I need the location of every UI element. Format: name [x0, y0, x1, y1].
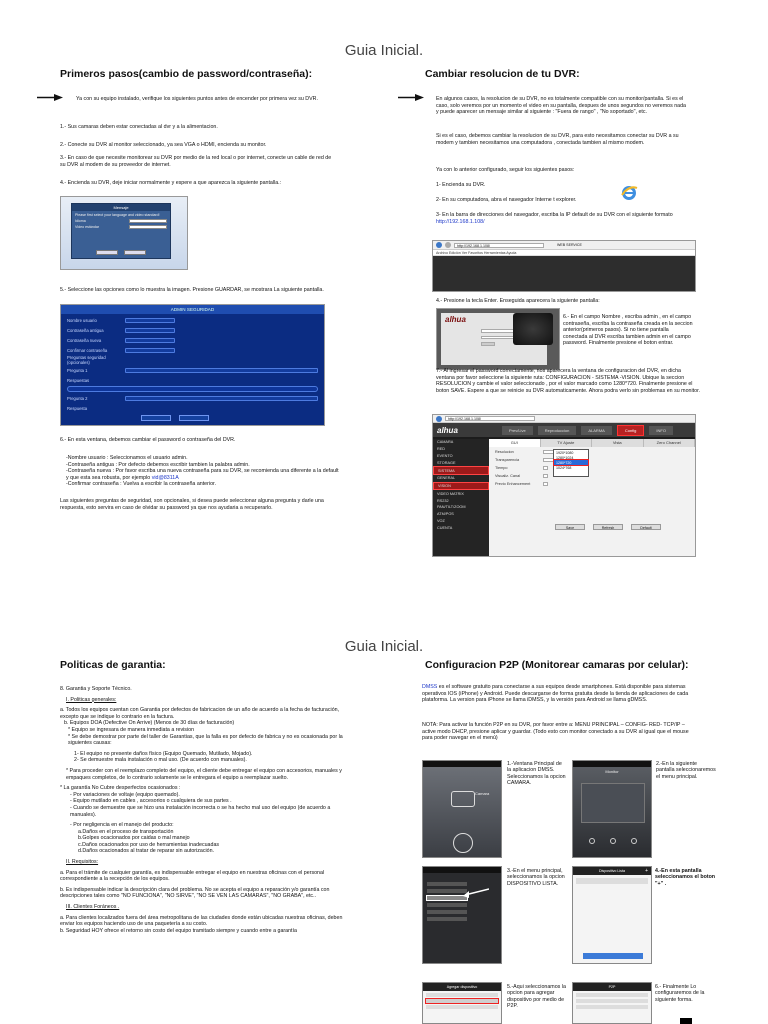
bullet-old-password: -Contraseña antigua : Por defecto debemos escribir tambien la palabra admin. [66, 461, 250, 468]
sidebar-item-evento[interactable]: EVENTO [437, 453, 453, 458]
control-icon[interactable] [631, 838, 637, 844]
channel-checkbox[interactable] [543, 474, 548, 478]
subtab-tv[interactable]: TV Ajuste [541, 439, 593, 447]
new-password-label: Contraseña nueva [67, 337, 102, 343]
policy-b: b. Equipos DOA (Defective On Arrive) (Menos de 30 días de facturación) [64, 720, 235, 727]
p2p-intro-text: es el software gratuito para conectarse a sus equipos desde smartphones. Está disponible para sistemas operativos IOS (iPhone) y Android. Puede descargarse de forma gratuita desde la tienda de aplicaciones de cada plataforma. La version para iPhone se llama iDMSS, y la versión para Android se llama gDMSS. [422, 684, 689, 704]
answer1-label: Respuestas [67, 377, 90, 383]
dialog-message: Please first select your language and video standard! [75, 213, 160, 217]
tab-live[interactable]: Prev/Live [502, 426, 533, 435]
question2-select[interactable] [125, 396, 318, 401]
time-checkbox[interactable] [543, 466, 548, 470]
policy-e3: - Cuando se demuestre que se hizo una instalación incorrecta o se ha hecho mal uso del equipo (de acuerdo a manuales). [70, 804, 331, 818]
first-steps-heading: Primeros pasos(cambio de password/contraseña): [60, 68, 313, 80]
login-screenshot [436, 308, 560, 370]
policy-c2: 2- Se demuestre mala instalación o mal uso. (De acuerdo con manuales). [74, 757, 247, 764]
step-4: 4.- Encienda su DVR, deje iniciar normalmente y espere a que aparezca la siguiente pantalla.: [60, 180, 282, 186]
option-row[interactable] [426, 1005, 498, 1009]
confirm-password-label: Confirmar contraseña [67, 347, 108, 353]
sidebar-item-vision[interactable]: VISION [433, 482, 489, 491]
step-5: 5.- Seleccione las opciones como lo muestra la imagen. Presione GUARDAR, se mostrara La siguiente pantalla. [60, 287, 324, 293]
answer1-field[interactable] [67, 386, 318, 392]
black-block [680, 1018, 692, 1024]
form-row[interactable] [576, 993, 648, 997]
phone-screenshot-1 [422, 760, 502, 858]
control-icon[interactable] [589, 838, 595, 844]
menu-item[interactable] [427, 882, 467, 886]
username-field[interactable] [125, 318, 175, 323]
policy-c1: 1- El equipo no presente daños físico (Equipo Quemado, Mutilado, Mojado). [74, 750, 253, 757]
enhancement-checkbox[interactable] [543, 482, 548, 486]
p2p-title: P2P [573, 983, 651, 991]
form-row[interactable] [576, 1005, 648, 1009]
config-sidebar [433, 439, 489, 556]
forward-icon[interactable] [445, 242, 451, 248]
policy-f: - Por negligencia en el manejo del producto: [70, 822, 174, 829]
language-dialog [71, 203, 171, 259]
step-3: 3.- En caso de que necesite monitorear su DVR por medio de la red local o por internet, conecte un cable de red de su DVR al modem de su proveedor de internet. [60, 155, 332, 168]
phone-screenshot-5 [422, 982, 502, 1024]
requirement-a: a. Para el trámite de cualquier garantía, es indispensable entregar el equipo en nuestras oficinas con el personal correspondiente a la recepción de los equipos. [60, 869, 325, 883]
resolution-step-4: 4.- Presione la tecla Enter. Enseguida aparecera la siguiente pantalla: [436, 298, 600, 304]
tab-alarm[interactable]: ALARMA [581, 426, 611, 435]
foreign-b: b. Seguridad HOY ofrece el retorno sin costo del equipo tramitado siempre y cuando entre a garantía [60, 927, 297, 934]
default-ip-link[interactable]: http://192.168.1.108/ [436, 218, 485, 225]
device-row[interactable] [576, 878, 648, 884]
dialog-title: Mensaje [72, 204, 170, 211]
bullet-confirm-password: -Confirmar contraseña : Vuelva a escribir la contraseña anterior. [66, 481, 216, 488]
example-password: vid@8311A [151, 474, 179, 481]
policy-a: a. Todos los equipos cuentan con Garantia por defectos de fabricacion de un año de acuerdo a la fecha de facturación, excepto que se indique lo contrario en la factura. [60, 707, 340, 720]
dahua-logo: alhua [437, 425, 458, 435]
step-6-bullets [60, 455, 340, 488]
security-questions-label: Preguntas seguridad (opcionales) [67, 355, 106, 365]
language-label: Idioma [75, 219, 86, 223]
first-steps-intro: Ya con su equipo instalado, verifique los siguientes puntos antes de encender por primera vez su DVR. [76, 96, 318, 102]
address-bar[interactable]: http://192.168.1.108/ [454, 243, 544, 248]
back-icon[interactable] [436, 416, 442, 422]
p2p-intro [422, 684, 692, 704]
step-6: 6.- En esta ventana, debemos cambiar el password o contraseña del DVR. [60, 437, 236, 443]
config-screenshot [432, 414, 696, 557]
accept-button[interactable] [141, 415, 171, 421]
bullet-username: -Nombre usuario : Seleccionamos el usuario admin. [66, 455, 188, 461]
foreign-a: a. Para clientes localizados fuera del área metropolitana de las ciudades donde están ubicadas nuestras oficinas, deben enviar los equipos haciendo uso de una paquetería a su costo. [60, 914, 343, 928]
default-button[interactable]: Default [631, 524, 661, 530]
question1-label: Pregunta 1 [67, 367, 88, 373]
username-label: Nombre usuario [67, 317, 97, 323]
resolution-dropdown[interactable] [553, 449, 589, 477]
section-general: I. Politicas generales: [66, 696, 117, 703]
caption-5: 5.-Aqui seleccionamos la opcion para agregar dispositivo por medio de P2P. [507, 984, 566, 1010]
sidebar-item-general[interactable]: GENERAL [437, 476, 456, 481]
camera-icon[interactable] [451, 791, 475, 807]
add-icon[interactable]: + [645, 868, 648, 874]
play-icon[interactable] [453, 833, 473, 853]
old-password-field[interactable] [125, 328, 175, 333]
caption-3: 3.-En el menu principal, seleccionamos la opcion DISPOSITIVO LISTA. [507, 868, 565, 887]
requirement-b: b. Es indispensable indicar la descripción clara del problema. No se acepta el equipo a reparación y/o garantía con descripciones tales como "NO FUNCIONA", "NO SIRVE", "NO SE VEN LAS CAMARAS", "NO GRABA", etc.. [60, 886, 330, 900]
form-row[interactable] [576, 999, 648, 1003]
warranty-sub: 8. Garantia y Soporte Técnico. [60, 686, 132, 692]
browser-screenshot [432, 240, 696, 292]
page1-title: Guia Inicial. [344, 42, 424, 59]
policy-e1: - Por variaciones de voltaje (equipo quemado). [70, 791, 180, 798]
channel-label: Visualiz. Canal [495, 474, 521, 478]
security-note: Las siguientes preguntas de seguridad, son opcionales, si desea puede seleccionar alguna pregunta y darle una respuesta, esto servira en caso de olvidar su password ya que nos ayudaria a recuperarlo. [60, 498, 324, 511]
step-1: 1.- Sus camaras deben estar conectadas al dvr y a la alimentacion. [60, 124, 218, 130]
login-password-field[interactable] [481, 336, 515, 340]
policy-e: * La garantía No Cubre desperfectos ocasionados : [60, 785, 181, 792]
language-screenshot [60, 196, 188, 270]
bullet-new-password: -Contraseña nueva : Por favor escriba una nueva contraseña para su DVR, se recomienda una diferente a la default y que esta sea robusta, por ejemplo [66, 468, 339, 481]
policy-b2: * Se debe demostrar por parte del taller de Garantias, que la falla es por defecto de fabrica y no es ocasionada por la siguientes causas: [68, 733, 343, 747]
resolution-step-6: 6.- En el campo Nombre , escriba admin , en el campo contraseña, escriba la contraseña creada en la seccion anterior(primeros pasos). Si no tiene pantalla conectada al DVR escriba tambien admin en el campo password. Finalmente presione el boton entrar. [563, 314, 693, 347]
policy-f3: c.Daños ocacionados por uso de herramientas inadecuadas [78, 841, 220, 848]
warranty-heading: Politicas de garantia: [60, 659, 166, 671]
live-view [581, 783, 645, 823]
time-label: Tiempo [495, 466, 508, 470]
sidebar-item-storage[interactable]: STORAGE [437, 460, 456, 465]
enhancement-label: Previo Enhancement [495, 482, 531, 486]
resolution-heading: Cambiar resolucion de tu DVR: [425, 68, 580, 80]
resolution-label: Resolucion [495, 450, 514, 454]
add-device-title: Agregar dispositivo [423, 983, 501, 991]
resolution-step-7: 7.- Al ingresar el password correctamente, nos aparecera la ventana de configuracion del DVR, en dicha ventana por favor seleccione la siguiente ruta: CONFIGURACION - SISTEMA -VISION. Ubique la seccion RESOLUCION y cambie el valor seleccionado , por el valor marcado como 1280*720. Finalmente presione el boton SAVE. Espere a que se reinicie su DVR automaticamente. Ahora podra verlo sin problemas en su monitor. [436, 368, 701, 394]
admin-security-screenshot [60, 304, 325, 426]
tab-info[interactable]: INFO [649, 426, 673, 435]
back-icon[interactable] [436, 242, 442, 248]
option-row[interactable] [426, 993, 498, 997]
camera-option[interactable]: Camara [475, 791, 490, 796]
sidebar-item-video-matrix[interactable]: VIDEO MATRIX [437, 491, 464, 496]
dahua-logo: alhua [445, 315, 466, 324]
cancel-button[interactable] [124, 250, 146, 255]
answer2-label: Respuesta [67, 405, 88, 411]
caption-2: 2.-En la siguiente pantalla seleccionaremos el menu principal. [656, 761, 716, 780]
caption-6: 6.- Finalmente Lo configuraremos de la siguiente forma. [655, 984, 705, 1003]
tab-config[interactable]: Config [617, 425, 645, 436]
phone-screenshot-3 [422, 866, 502, 964]
resolution-step-3-text: 3- En la barra de direcciones del navegador, escriba la IP default de su DVR con el siguiente formato [436, 212, 673, 218]
question2-label: Pregunta 2 [67, 395, 88, 401]
arrow-icon [459, 887, 489, 899]
resolution-intro: En algunos casos, la resolucion de su DVR, no es totalmente compatible con su monitor/pantalla. Si es el caso, solo veremos por un momento el video en su pantalla, despues de unos segundos no veremos nada y puede aparecer un mensaje similar al siguiente : "Fuera de rango" , "No soportado", etc. [436, 96, 686, 116]
menu-item[interactable] [427, 910, 467, 914]
resolution-step-1: 1- Encienda su DVR. [436, 182, 486, 188]
login-button[interactable] [481, 342, 495, 346]
video-standard-select[interactable] [129, 225, 167, 229]
save-button[interactable]: Save [555, 524, 585, 530]
resolution-p3: Ya con lo anterior configurado, seguir los siguientes pasos: [436, 167, 575, 173]
new-password-field[interactable] [125, 338, 175, 343]
browser-menu[interactable]: Archivo Edición Ver Favoritos Herramientas Ayuda [433, 250, 695, 256]
resolution-step-3 [436, 212, 696, 225]
sidebar-item-atm[interactable]: ATM/POS [437, 512, 454, 517]
option-row-p2p[interactable] [426, 999, 498, 1003]
sidebar-item-rs232[interactable]: RS232 [437, 498, 449, 503]
policy-e2: - Equipo mutilado en cables , accesorios o cualquiera de sus partes . [70, 798, 232, 805]
step-2: 2.- Conecte su DVR al monitor seleccionado, ya sea VGA o HDMI, encienda su monitor. [60, 142, 267, 148]
resolution-option[interactable]: 1280*1024 [556, 455, 574, 460]
camera-image [513, 313, 553, 345]
sidebar-item-camara[interactable]: CAMARA [437, 440, 454, 445]
internet-explorer-icon [620, 184, 638, 202]
monitor-title: Monitor [605, 769, 619, 774]
sidebar-item-red[interactable]: RED [437, 447, 446, 452]
caption-1: 1.-Ventana Principal de la aplicacion DMSS. Seleccionamos la opcion CAMARA. [507, 761, 566, 787]
sidebar-item-cuenta[interactable]: CUENTA [437, 525, 453, 530]
policy-f2: b.Golpes ocacionados por caidas o mal manejo [78, 835, 190, 842]
phone-screenshot-4 [572, 866, 652, 964]
sidebar-item-sistema[interactable]: SISTEMA [433, 466, 489, 475]
transparency-label: Transparencia [495, 458, 520, 462]
arrow-icon [398, 94, 424, 101]
policy-f4: d.Daños ocacionados al tratar de reparar sin autorización. [78, 848, 215, 855]
language-select[interactable] [129, 219, 167, 223]
arrow-icon [37, 94, 63, 101]
page2-title: Guia Inicial. [344, 638, 424, 655]
phone-screenshot-2 [572, 760, 652, 858]
resolution-option[interactable]: 1024*768 [556, 465, 572, 470]
phone-screenshot-6 [572, 982, 652, 1024]
control-icon[interactable] [610, 838, 616, 844]
tab-playback[interactable]: Reproduccion [538, 426, 577, 435]
subtab-zero[interactable]: Zero Channel [644, 439, 696, 447]
subtab-vista[interactable]: Vista [592, 439, 644, 447]
policy-b1: * Equipo se ingresara de manera inmediata a revision [68, 726, 195, 733]
resolution-step-2: 2- En su computadora, abra el navegador Interne t explorer. [436, 197, 577, 203]
resolution-option-selected[interactable]: 1280*720 [554, 460, 588, 465]
warranty-text [60, 686, 350, 934]
login-username-field[interactable] [481, 329, 515, 333]
main-menu-list [427, 879, 467, 924]
policy-f1: a.Daños en el proceso de transportación [78, 828, 174, 835]
dmss-app-name: DMSS [422, 684, 438, 690]
policy-d: * Para proceder con el reemplazo completo del equipo, el cliente debe entregar el equipo con accesorios, manuales y empaques completos, de lo contrario solamente se le entregara el equipo a reemplazar suelto. [66, 767, 342, 781]
cancel-button[interactable] [179, 415, 209, 421]
section-requirements: II. Requisitos: [66, 859, 99, 866]
save-button[interactable] [96, 250, 118, 255]
admin-security-title: ADMIN SEGURIDAD [61, 305, 324, 314]
section-foreign: III. Clientes Foráneos . [66, 904, 120, 911]
confirm-password-field[interactable] [125, 348, 175, 353]
subtab-gui[interactable]: GUI [489, 439, 541, 447]
refresh-button[interactable]: Refresh [593, 524, 623, 530]
caption-4: 4.-En esta pantalla seleccionamos el boton "+" . [655, 868, 716, 887]
device-list-title: Dispositivo Lista [599, 869, 625, 873]
p2p-heading: Configuracion P2P (Monitorear camaras por celular): [425, 659, 689, 671]
menu-item[interactable] [427, 903, 467, 907]
resolution-option[interactable]: 1920*1080 [556, 450, 574, 455]
sidebar-item-ptz[interactable]: PAN/TILT/ZOOM [437, 505, 466, 510]
add-device-button[interactable] [583, 953, 643, 959]
device-list-header [573, 867, 651, 875]
old-password-label: Contraseña antigua [67, 327, 104, 333]
menu-item[interactable] [427, 917, 467, 921]
video-standard-label: Video estándar [75, 225, 100, 229]
browser-content [433, 256, 695, 292]
p2p-note: NOTA: Para activar la función P2P en su DVR, por favor entre a: MENU PRINCIPAL – CONFIG- RED- TCP/IP – active modo DHCP, presione aplicar y guardar. (Todo esto con monitor conectado a su DVR al igual que el mouse para poder navegar en el menú) [422, 722, 689, 742]
question1-select[interactable] [125, 368, 318, 373]
resolution-p2: Si es el caso, debemos cambiar la resolucion de su DVR, para esto necesitamos conectar su DVR a su modem y tambien necesitamos una computadora , conectada tambien al mismo modem. [436, 133, 679, 146]
browser-tab[interactable]: WEB SERVICE [557, 243, 582, 247]
address-bar[interactable]: http://192.168.1.108/ [445, 416, 535, 421]
sidebar-item-voz[interactable]: VOZ [437, 518, 445, 523]
